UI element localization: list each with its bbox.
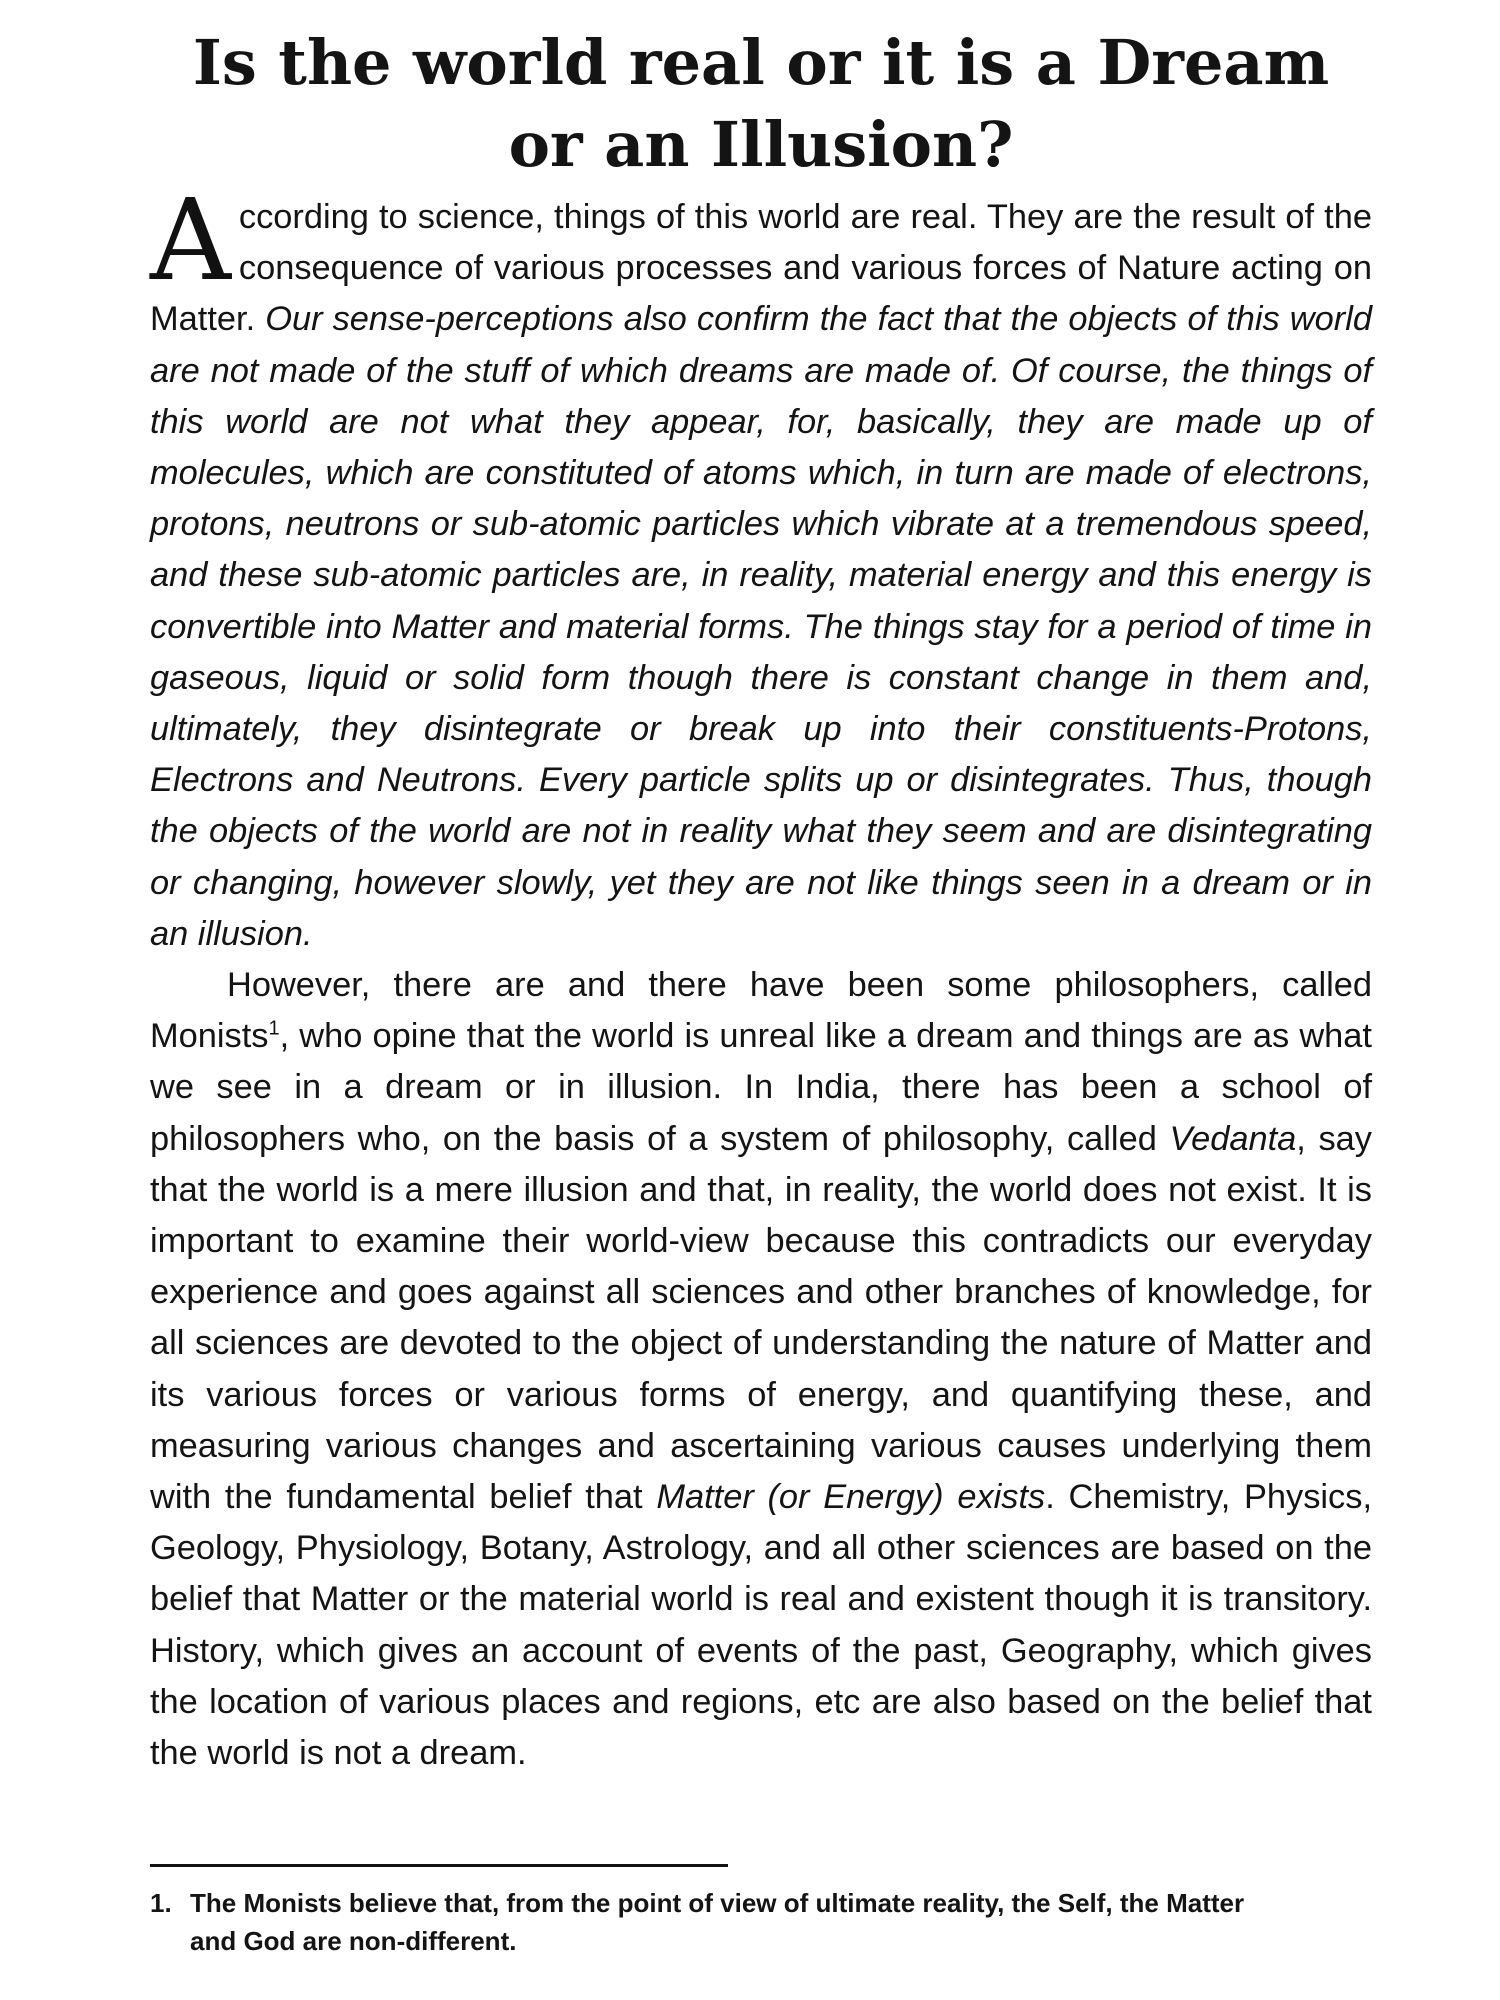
footnote xyxy=(150,1884,1372,1960)
vedanta-term: Vedanta xyxy=(1169,1119,1297,1158)
title-line-2: or an Illusion? xyxy=(508,108,1014,181)
page-title xyxy=(150,22,1372,186)
footnote-line-2: and God are non-different. xyxy=(190,1926,517,1956)
matter-exists-phrase: Matter (or Energy) exists xyxy=(656,1478,1046,1517)
paragraph-1-text: ccording to science, things of this world are real. They are the result of the consequence of various processes and various forces of Nature acting on Matter. xyxy=(150,198,1372,339)
paragraph-1 xyxy=(150,176,1372,960)
title-line-1: Is the world real or it is a Dream xyxy=(192,26,1330,99)
paragraph-2-text-d: . Chemistry, Physics, Geology, Physiology, Botany, Astrology, and all other sciences are based on the belief that Matter or the material world is real and existent though it is transitory. History, which gives an account of events of the past, Geography, which gives the location of various places and regions, etc are also based on the belief that the world is not a dream. xyxy=(150,1478,1373,1773)
drop-cap: A xyxy=(150,176,231,306)
footnote-reference: 1 xyxy=(268,1017,280,1040)
paragraph-2-text-b: , who opine that the world is unreal like a dream and things are as what we see in a dream or in illusion. In India, there has been a school of philosophers who, on the basis of a system of philosophy, called xyxy=(150,1017,1372,1158)
footnote-number: 1. xyxy=(150,1888,172,1918)
page xyxy=(150,22,1372,1779)
paragraph-2-text-c: , say that the world is a mere illusion and that, in reality, the world does not exist. It is important to examine their world-view because this contradicts our everyday experience and goes against all sciences and other branches of knowledge, for all sciences are devoted to the object of understanding the nature of Matter and its various forces or various forms of energy, and quantifying these, and measuring various changes and ascertaining various causes underlying them with the fundamental belief that xyxy=(150,1119,1372,1517)
footnote-divider xyxy=(150,1864,728,1867)
paragraph-2-text-a: However, there are and there have been some philosophers, called Monists xyxy=(150,966,1372,1056)
footnote-line-1: The Monists believe that, from the point of view of ultimate reality, the Self, the Matter xyxy=(190,1888,1245,1918)
paragraph-2 xyxy=(150,960,1372,1779)
paragraph-1-italic-text: Our sense-perceptions also confirm the fact that the objects of this world are not made of the stuff of which dreams are made of. Of course, the things of this world are not what they appear, for, basically, they are made up of molecules, which are constituted of atoms which, in turn are made of electrons, protons, neutrons or sub-atomic particles which vibrate at a tremendous speed, and these sub-atomic particles are, in reality, material energy and this energy is convertible into Matter and material forms. The things stay for a period of time in gaseous, liquid or solid form though there is constant change in them and, ultimately, they disintegrate or break up into their constituents-Protons, Electrons and Neutrons. Every particle splits up or disintegrates. Thus, though the objects of the world are not in reality what they seem and are disintegrating or changing, however slowly, yet they are not like things seen in a dream or in an illusion. xyxy=(150,300,1372,953)
